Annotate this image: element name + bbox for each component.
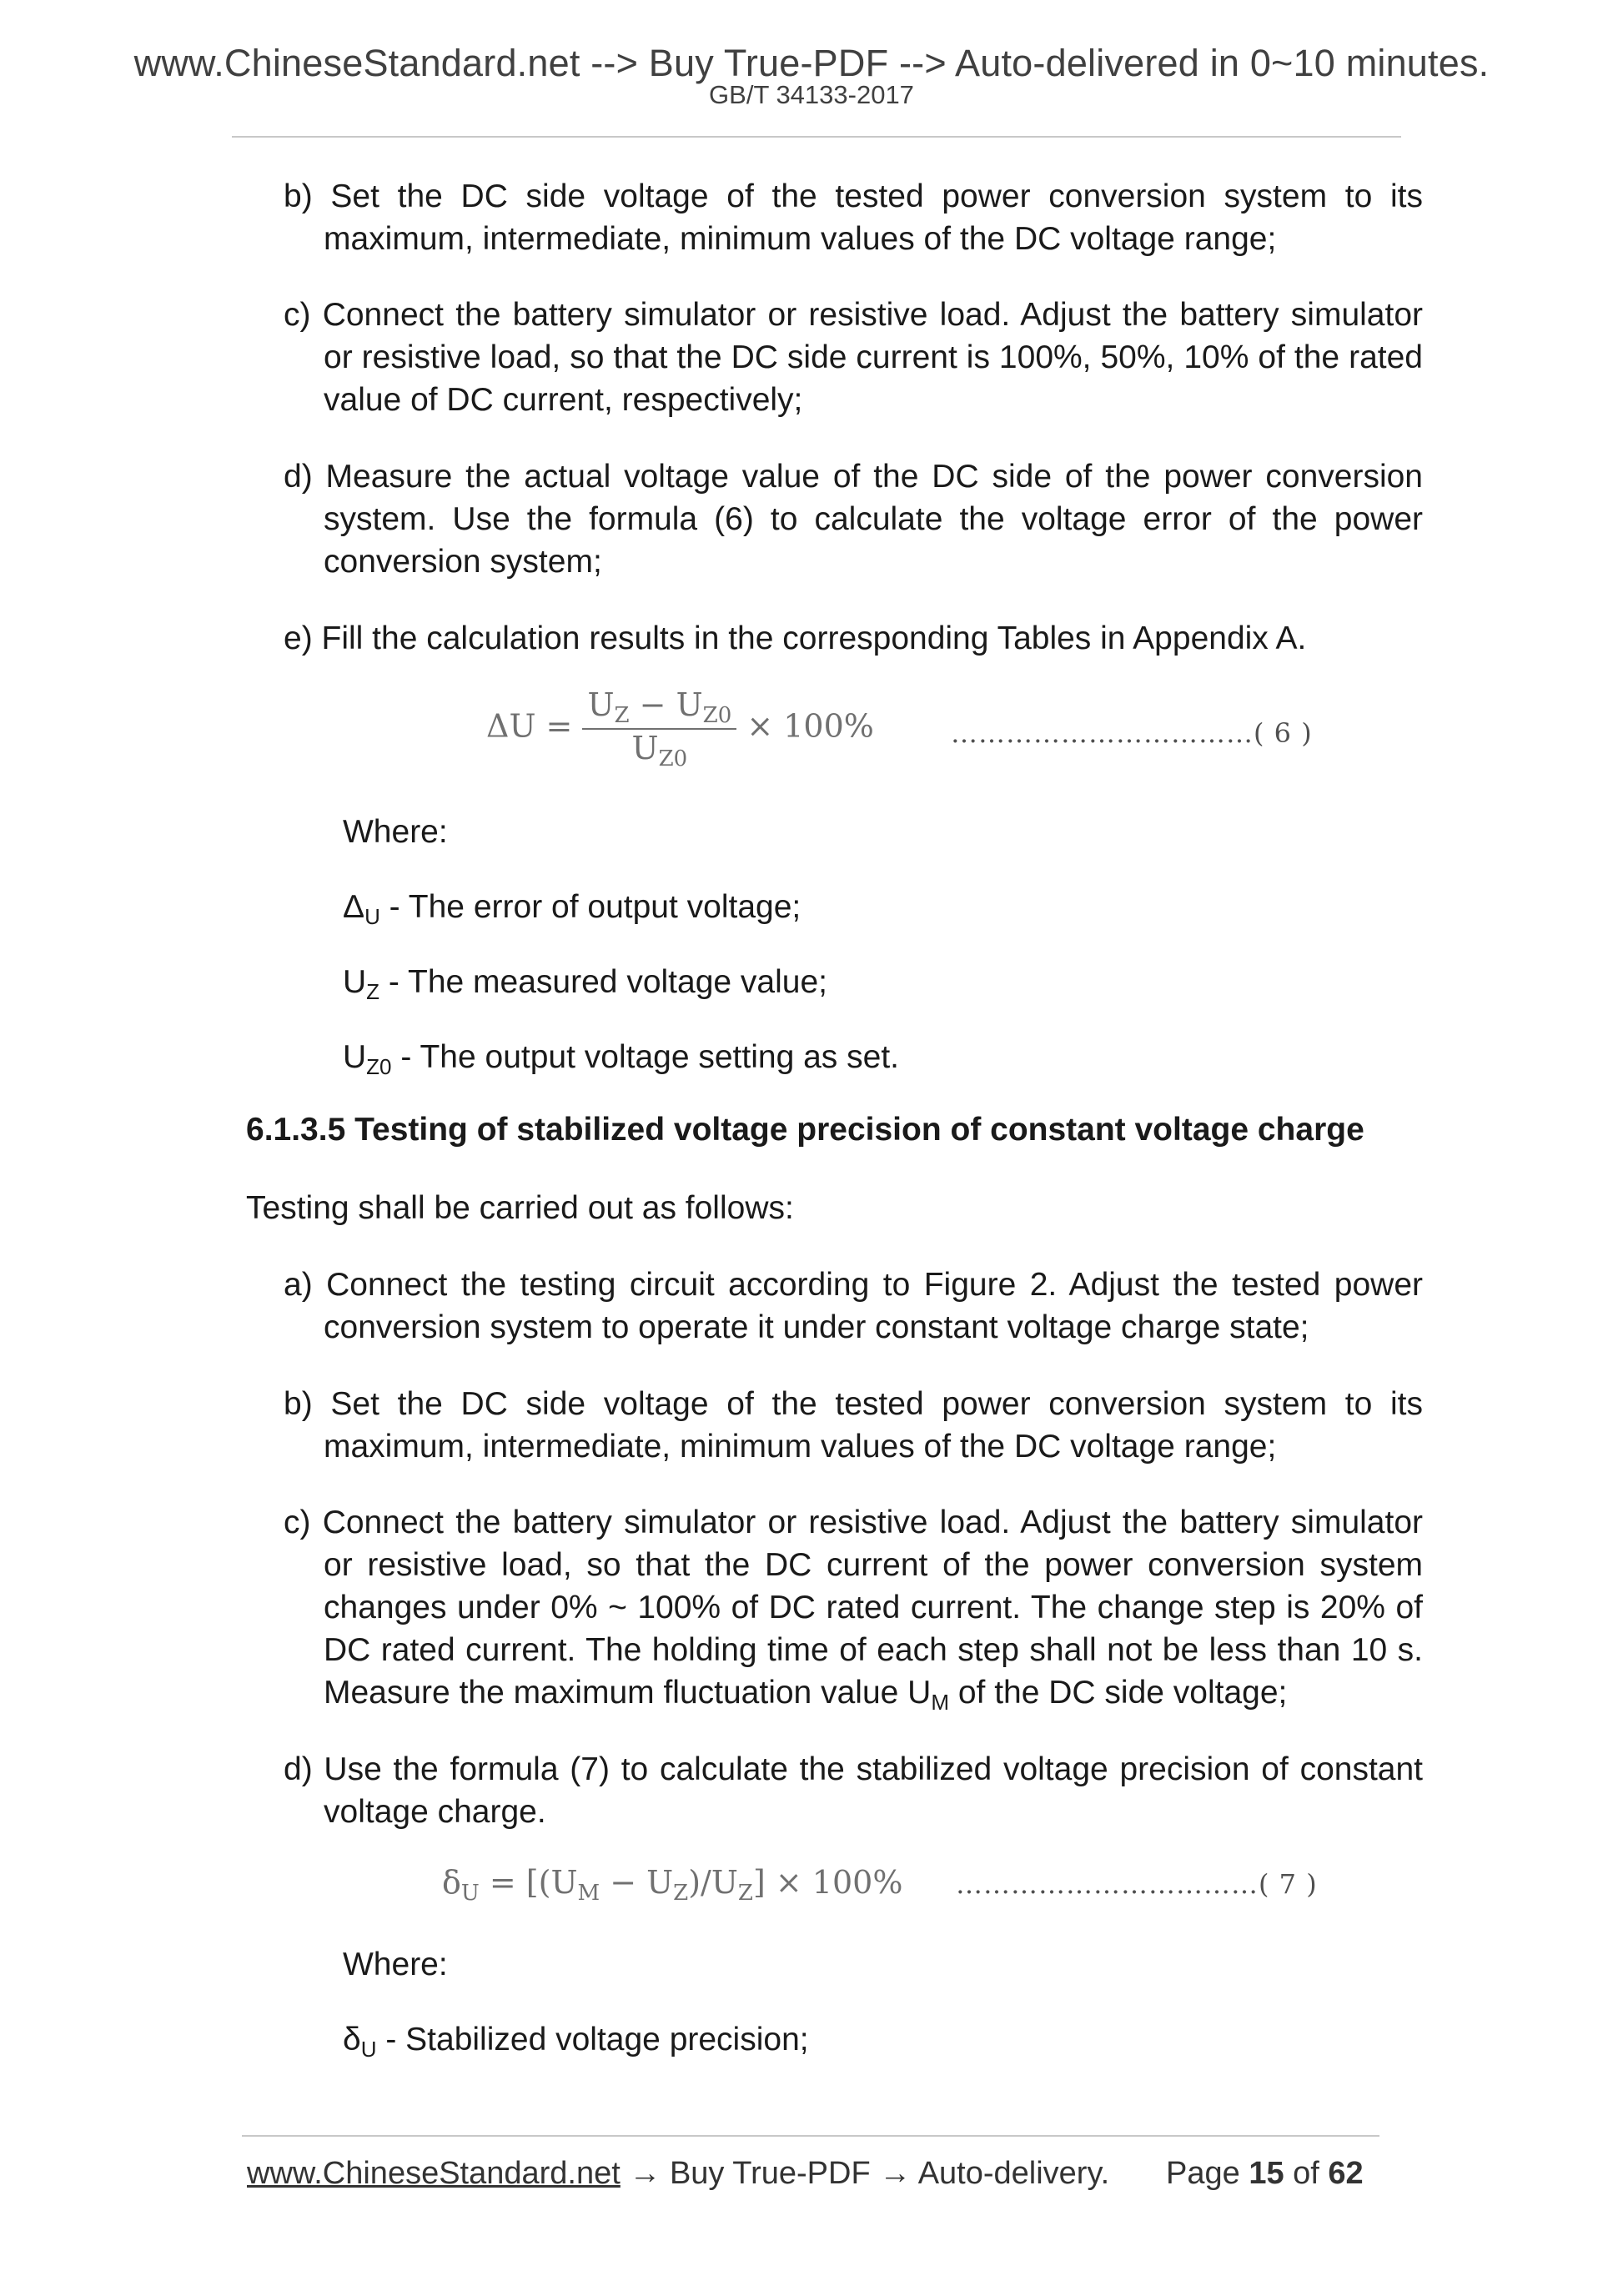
where-item: $\delta_U$ - Stabilized voltage precision; [343,2022,809,2062]
list-item: c) Connect the battery simulator or resistive load. Adjust the battery simulator or resistive load, so that the DC side current is 100%, 50%, 10% of the rated value of DC current, respectively; [284,297,1423,418]
formula-7-number: ( 7 ) [1259,1868,1318,1900]
footer-divider [242,2135,1379,2137]
list-item: e) Fill the calculation results in the corresponding Tables in Appendix A. [284,620,1307,656]
where-label: Where: [343,1947,448,1982]
list-item: b) Set the DC side voltage of the tested power conversion system to its maximum, intermediate, minimum values of the DC voltage range; [284,178,1423,257]
standard-code: GB/T 34133-2017 [709,80,914,109]
formula-6: ΔU = $\frac{U_Z - U_{Z0}}{U_{Z0}}$ × 100% [486,686,874,771]
list-item: b) Set the DC side voltage of the tested power conversion system to its maximum, intermediate, minimum values of the DC voltage range; [284,1386,1423,1465]
page-number: 15 [1249,2156,1284,2191]
footer-tail: → Buy True-PDF → Auto-delivery. [620,2156,1110,2191]
formula-6-leader: ……………………………( 6 ) [951,717,1313,749]
page-total: 62 [1328,2156,1364,2191]
where-item: $\Delta_U$ - The error of output voltage; [343,889,801,929]
formula-6-number: ( 6 ) [1254,717,1313,749]
where-item: $U_{Z0}$ - The output voltage setting as set. [343,1039,899,1079]
section-intro: Testing shall be carried out as follows: [246,1190,794,1226]
formula-7: $\delta_U = [(U_M - U_Z)/U_Z] \times 100\%$ [442,1864,903,1906]
header-banner: www.ChineseStandard.net --> Buy True-PDF --> Auto-delivered in 0~10 minutes. [133,42,1490,84]
section-heading: 6.1.3.5 Testing of stabilized voltage precision of constant voltage charge [246,1112,1364,1148]
list-item: c) Connect the battery simulator or resistive load. Adjust the battery simulator or resistive load, so that the DC current of the power conversion system changes under 0% ~ 100% of DC rated current. The change step is 20% of DC rated current. The holding time of each step shall not be less than 10 s. Measure the maximum fluctuation value $U_M$ of the DC side voltage; [284,1505,1423,1715]
list-item: d) Use the formula (7) to calculate the stabilized voltage precision of constant voltage charge. [284,1751,1423,1830]
header-divider [232,136,1401,138]
list-item: a) Connect the testing circuit according to Figure 2. Adjust the tested power conversion system to operate it under constant voltage charge state; [284,1267,1423,1345]
page-indicator: Page 15 of 62 [1166,2156,1364,2191]
footer-left [247,2156,1109,2192]
footer-site-link[interactable]: www.ChineseStandard.net [247,2156,621,2191]
formula-7-leader: ……………………………( 7 ) [956,1868,1318,1900]
list-item: d) Measure the actual voltage value of the DC side of the power conversion system. Use the formula (6) to calculate the voltage error of the power conversion system; [284,459,1423,580]
where-label: Where: [343,814,448,850]
where-item: $U_Z$ - The measured voltage value; [343,964,827,1004]
